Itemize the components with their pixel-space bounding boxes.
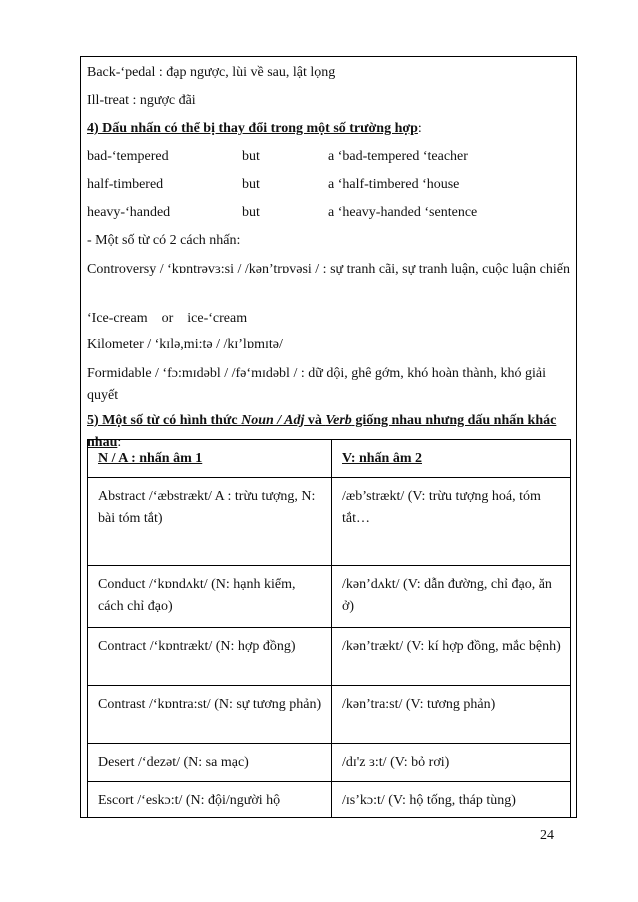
table-cell-noun: Desert /‘dezət/ (N: sa mạc) xyxy=(88,744,332,782)
table-row xyxy=(88,478,571,566)
table-row xyxy=(88,628,571,686)
stress-example: a ‘half-timbered ‘house xyxy=(328,177,460,192)
section5-title-noun: Noun / Adj xyxy=(241,413,305,428)
controversy-entry: Controversy / ‘kɒntrəvɜ:si / /kən’trɒvəsi / : sự tranh cãi, sự tranh luận, cuộc luận chiến xyxy=(87,262,570,277)
table-cell-noun: Conduct /‘kɒndʌkt/ (N: hạnh kiểm, cách chỉ đạo) xyxy=(88,566,332,628)
ice-cream-second: ice-‘cream xyxy=(187,311,248,326)
ice-cream-first: ‘Ice-cream xyxy=(87,311,148,326)
table-header-row xyxy=(88,440,571,478)
stress-but: but xyxy=(242,205,260,220)
table-header-noun: N / A : nhấn âm 1 xyxy=(88,440,332,478)
table-cell-verb: /dɪ'z ɜ:t/ (V: bỏ rơi) xyxy=(332,744,571,782)
formidable-entry: Formidable / ‘fɔ:mɪdəbl / /fə‘mɪdəbl / : dữ dội, ghê gớm, khó hoàn thành, khó giải quyết xyxy=(87,366,547,403)
page-number: 24 xyxy=(540,828,554,843)
content-frame xyxy=(80,56,577,818)
table-row xyxy=(88,744,571,782)
table-row xyxy=(88,686,571,744)
table-row xyxy=(88,566,571,628)
section4-heading xyxy=(87,121,422,137)
stress-word: heavy-‘handed xyxy=(87,205,171,220)
table-cell-verb: /ɪs’kɔ:t/ (V: hộ tống, tháp tùng) xyxy=(332,782,571,818)
stress-word: bad-‘tempered xyxy=(87,149,169,164)
table-cell-verb: /æb’strækt/ (V: trừu tượng hoá, tóm tắt… xyxy=(332,478,571,566)
section5-title-rest: giống nhau nhưng dấu nhấn khác nhau xyxy=(87,413,557,450)
stress-but: but xyxy=(242,149,260,164)
kilometer-entry: Kilometer / ‘kɪlə,mi:tə / /kɪ’lɒmɪtə/ xyxy=(87,337,283,352)
table-cell-noun: Abstract /‘æbstrækt/ A : trừu tượng, N: bài tóm tắt) xyxy=(88,478,332,566)
section5-title-a: 5) Một số từ có hình thức xyxy=(87,413,242,428)
stress-example: a ‘bad-tempered ‘teacher xyxy=(328,149,468,164)
section4-colon: : xyxy=(417,121,422,136)
section5-title-verb: Verb xyxy=(325,413,352,428)
table-cell-noun: Escort /‘eskɔ:t/ (N: đội/người hộ xyxy=(88,782,332,818)
table-cell-verb: /kən’dʌkt/ (V: dẫn đường, chỉ đạo, ăn ở) xyxy=(332,566,571,628)
section5-colon: : xyxy=(117,435,122,450)
table-cell-noun: Contract /‘kɒntrækt/ (N: hợp đồng) xyxy=(88,628,332,686)
stress-table xyxy=(87,439,571,818)
stress-example: a ‘heavy-handed ‘sentence xyxy=(328,205,478,220)
line-back-pedal: Back-‘pedal : đạp ngược, lùi về sau, lật lọng xyxy=(87,65,336,80)
ice-cream-entry xyxy=(87,311,247,327)
ice-cream-or: or xyxy=(161,311,174,326)
stress-row xyxy=(87,205,571,221)
stress-row xyxy=(87,177,571,193)
section4-title: 4) Dấu nhấn có thể bị thay đổi trong một số trường hợp xyxy=(87,121,418,136)
stress-word: half-timbered xyxy=(87,177,164,192)
two-ways-note: - Một số từ có 2 cách nhấn: xyxy=(87,233,241,248)
stress-row xyxy=(87,149,571,165)
table-cell-noun: Contrast /‘kɒntra:st/ (N: sự tương phản) xyxy=(88,686,332,744)
table-row xyxy=(88,782,571,818)
line-ill-treat: Ill-treat : ngược đãi xyxy=(87,93,196,108)
table-cell-verb: /kən’trækt/ (V: kí hợp đồng, mắc bệnh) xyxy=(332,628,571,686)
table-header-verb: V: nhấn âm 2 xyxy=(332,440,571,478)
stress-but: but xyxy=(242,177,260,192)
table-cell-verb: /kən’tra:st/ (V: tương phản) xyxy=(332,686,571,744)
section5-title-and: và xyxy=(304,413,326,428)
